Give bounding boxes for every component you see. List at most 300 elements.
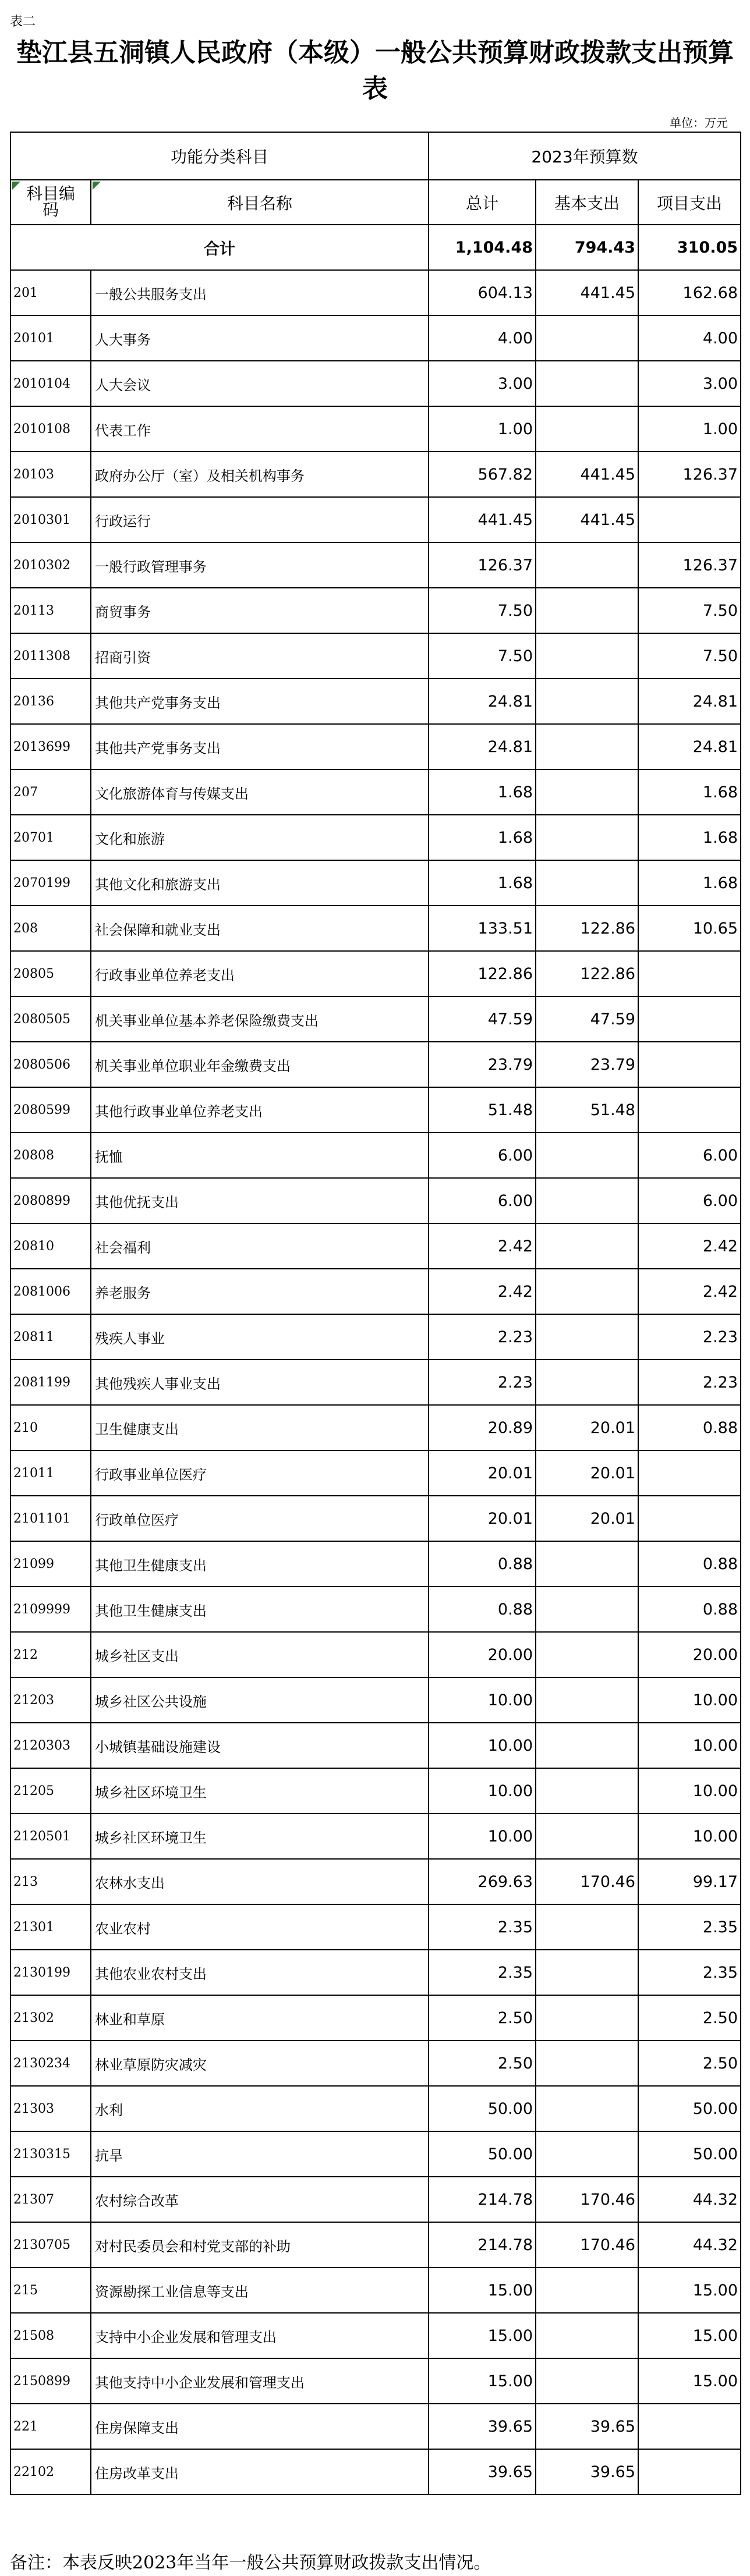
row-total: 39.65 <box>429 2404 536 2449</box>
row-name: 文化旅游体育与传媒支出 <box>91 769 429 815</box>
row-project: 126.37 <box>638 542 741 588</box>
table-row <box>10 679 741 724</box>
row-name: 农林水支出 <box>91 1859 429 1904</box>
table-row <box>10 2268 741 2313</box>
row-code: 2080899 <box>10 1178 91 1223</box>
row-code: 2080506 <box>10 1042 91 1087</box>
table-row <box>10 1087 741 1133</box>
row-basic: 122.86 <box>536 906 638 951</box>
row-total: 15.00 <box>429 2313 536 2358</box>
row-project: 2.50 <box>638 1995 741 2041</box>
table-row <box>10 2313 741 2358</box>
row-name: 行政单位医疗 <box>91 1496 429 1541</box>
row-name: 抗旱 <box>91 2131 429 2177</box>
row-project: 10.65 <box>638 906 741 951</box>
row-basic <box>536 1814 638 1859</box>
row-basic <box>536 588 638 633</box>
row-basic: 51.48 <box>536 1087 638 1133</box>
row-basic <box>536 1178 638 1223</box>
row-total: 20.01 <box>429 1496 536 1541</box>
row-name: 农村综合改革 <box>91 2177 429 2222</box>
row-total: 47.59 <box>429 996 536 1042</box>
row-code: 2109999 <box>10 1587 91 1632</box>
row-name: 机关事业单位基本养老保险缴费支出 <box>91 996 429 1042</box>
table-row <box>10 1541 741 1587</box>
table-row <box>10 1995 741 2041</box>
row-basic <box>536 1950 638 1995</box>
row-project <box>638 1450 741 1496</box>
row-code: 20701 <box>10 815 91 860</box>
row-code: 2010302 <box>10 542 91 588</box>
table-row <box>10 1632 741 1677</box>
row-project: 15.00 <box>638 2313 741 2358</box>
row-code: 2120501 <box>10 1814 91 1859</box>
row-total: 214.78 <box>429 2177 536 2222</box>
row-total: 0.88 <box>429 1587 536 1632</box>
row-name: 行政事业单位医疗 <box>91 1450 429 1496</box>
row-project: 3.00 <box>638 361 741 406</box>
table-row <box>10 633 741 679</box>
table-row <box>10 996 741 1042</box>
table-row <box>10 860 741 906</box>
row-name: 文化和旅游 <box>91 815 429 860</box>
row-code: 20101 <box>10 315 91 361</box>
row-code: 2081006 <box>10 1269 91 1314</box>
row-project: 44.32 <box>638 2222 741 2268</box>
row-project: 10.00 <box>638 1814 741 1859</box>
row-project: 2.50 <box>638 2041 741 2086</box>
table-row <box>10 588 741 633</box>
row-code: 20808 <box>10 1133 91 1178</box>
table-row <box>10 1269 741 1314</box>
row-code: 22102 <box>10 2449 91 2495</box>
table-row <box>10 270 741 315</box>
row-total: 122.86 <box>429 951 536 996</box>
row-project: 15.00 <box>638 2358 741 2404</box>
table-row <box>10 951 741 996</box>
row-basic <box>536 361 638 406</box>
row-total: 7.50 <box>429 633 536 679</box>
row-code: 21099 <box>10 1541 91 1587</box>
header-name <box>91 180 429 225</box>
table-row <box>10 2086 741 2131</box>
row-code: 2010301 <box>10 497 91 542</box>
row-total: 10.00 <box>429 1723 536 1768</box>
row-basic <box>536 1632 638 1677</box>
row-code: 207 <box>10 769 91 815</box>
row-project: 2.42 <box>638 1223 741 1269</box>
row-name: 行政运行 <box>91 497 429 542</box>
table-row <box>10 2041 741 2086</box>
row-project: 0.88 <box>638 1587 741 1632</box>
row-total: 1.68 <box>429 815 536 860</box>
row-total: 24.81 <box>429 724 536 769</box>
unit-label: 单位：万元 <box>670 116 728 130</box>
row-total: 1.68 <box>429 860 536 906</box>
row-total: 10.00 <box>429 1768 536 1814</box>
row-total: 3.00 <box>429 361 536 406</box>
row-code: 2010104 <box>10 361 91 406</box>
row-project: 10.00 <box>638 1768 741 1814</box>
row-project: 162.68 <box>638 270 741 315</box>
table-row <box>10 1814 741 1859</box>
row-name: 其他文化和旅游支出 <box>91 860 429 906</box>
row-basic: 20.01 <box>536 1405 638 1450</box>
budget-table <box>10 132 741 2495</box>
row-name: 机关事业单位职业年金缴费支出 <box>91 1042 429 1087</box>
row-total: 2.35 <box>429 1950 536 1995</box>
table-row <box>10 452 741 497</box>
row-name: 城乡社区环境卫生 <box>91 1768 429 1814</box>
row-basic: 20.01 <box>536 1450 638 1496</box>
table-row <box>10 2222 741 2268</box>
table-row <box>10 542 741 588</box>
row-code: 20136 <box>10 679 91 724</box>
row-code: 21307 <box>10 2177 91 2222</box>
row-basic <box>536 769 638 815</box>
row-total: 50.00 <box>429 2131 536 2177</box>
row-code: 212 <box>10 1632 91 1677</box>
table-row <box>10 2177 741 2222</box>
row-code: 213 <box>10 1859 91 1904</box>
row-code: 21302 <box>10 1995 91 2041</box>
row-basic <box>536 315 638 361</box>
row-name: 住房改革支出 <box>91 2449 429 2495</box>
row-total: 6.00 <box>429 1178 536 1223</box>
row-project: 24.81 <box>638 724 741 769</box>
row-name: 政府办公厅（室）及相关机构事务 <box>91 452 429 497</box>
row-basic <box>536 1995 638 2041</box>
row-basic: 441.45 <box>536 270 638 315</box>
table-row <box>10 1133 741 1178</box>
row-basic: 122.86 <box>536 951 638 996</box>
row-basic <box>536 2086 638 2131</box>
row-project: 2.23 <box>638 1360 741 1405</box>
table-row <box>10 361 741 406</box>
row-code: 2150899 <box>10 2358 91 2404</box>
row-project: 2.35 <box>638 1950 741 1995</box>
row-code: 20113 <box>10 588 91 633</box>
row-code: 2081199 <box>10 1360 91 1405</box>
row-name: 城乡社区公共设施 <box>91 1677 429 1723</box>
row-project: 44.32 <box>638 2177 741 2222</box>
row-total: 567.82 <box>429 452 536 497</box>
row-basic: 170.46 <box>536 2177 638 2222</box>
row-basic <box>536 1904 638 1950</box>
row-total: 2.42 <box>429 1223 536 1269</box>
row-code: 215 <box>10 2268 91 2313</box>
table-row <box>10 1859 741 1904</box>
row-total: 51.48 <box>429 1087 536 1133</box>
row-name: 其他卫生健康支出 <box>91 1587 429 1632</box>
row-basic <box>536 633 638 679</box>
table-row <box>10 1405 741 1450</box>
row-total: 24.81 <box>429 679 536 724</box>
table-row <box>10 1223 741 1269</box>
row-name: 卫生健康支出 <box>91 1405 429 1450</box>
row-basic <box>536 2131 638 2177</box>
row-code: 2130234 <box>10 2041 91 2086</box>
row-code: 21303 <box>10 2086 91 2131</box>
row-project: 2.23 <box>638 1314 741 1360</box>
row-name: 水利 <box>91 2086 429 2131</box>
row-name: 支持中小企业发展和管理支出 <box>91 2313 429 2358</box>
row-basic <box>536 542 638 588</box>
row-project: 0.88 <box>638 1541 741 1587</box>
row-code: 21205 <box>10 1768 91 1814</box>
row-name: 农业农村 <box>91 1904 429 1950</box>
table-row <box>10 1723 741 1768</box>
row-total: 39.65 <box>429 2449 536 2495</box>
row-name: 对村民委员会和村党支部的补助 <box>91 2222 429 2268</box>
row-project: 50.00 <box>638 2086 741 2131</box>
row-name: 一般公共服务支出 <box>91 270 429 315</box>
row-name: 抚恤 <box>91 1133 429 1178</box>
row-total: 604.13 <box>429 270 536 315</box>
row-total: 2.23 <box>429 1314 536 1360</box>
row-code: 20805 <box>10 951 91 996</box>
row-name: 资源勘探工业信息等支出 <box>91 2268 429 2313</box>
row-basic: 441.45 <box>536 497 638 542</box>
row-basic <box>536 724 638 769</box>
row-project <box>638 951 741 996</box>
row-total: 4.00 <box>429 315 536 361</box>
row-basic <box>536 1133 638 1178</box>
page-title: 垫江县五洞镇人民政府（本级）一般公共预算财政拨款支出预算表 <box>16 38 734 104</box>
row-code: 2013699 <box>10 724 91 769</box>
row-total: 10.00 <box>429 1814 536 1859</box>
row-basic: 20.01 <box>536 1496 638 1541</box>
row-total: 50.00 <box>429 2086 536 2131</box>
table-row <box>10 406 741 452</box>
table-row <box>10 1496 741 1541</box>
row-basic <box>536 2268 638 2313</box>
row-total: 214.78 <box>429 2222 536 2268</box>
row-code: 221 <box>10 2404 91 2449</box>
header-budget-year: 2023年预算数 <box>429 132 741 180</box>
total-project: 310.05 <box>638 225 741 270</box>
row-code: 20811 <box>10 1314 91 1360</box>
row-name: 其他优抚支出 <box>91 1178 429 1223</box>
table-row <box>10 2131 741 2177</box>
row-name: 其他卫生健康支出 <box>91 1541 429 1587</box>
row-project: 2.35 <box>638 1904 741 1950</box>
row-code: 2011308 <box>10 633 91 679</box>
table-row <box>10 2449 741 2495</box>
row-basic <box>536 1360 638 1405</box>
row-basic <box>536 2041 638 2086</box>
row-name: 养老服务 <box>91 1269 429 1314</box>
table-row <box>10 1360 741 1405</box>
header-column-row <box>10 180 741 225</box>
row-basic <box>536 406 638 452</box>
row-code: 2080599 <box>10 1087 91 1133</box>
row-project: 4.00 <box>638 315 741 361</box>
table-row <box>10 815 741 860</box>
row-name: 城乡社区支出 <box>91 1632 429 1677</box>
table-row <box>10 497 741 542</box>
row-basic <box>536 815 638 860</box>
row-total: 2.50 <box>429 1995 536 2041</box>
row-total: 1.68 <box>429 769 536 815</box>
row-total: 2.50 <box>429 2041 536 2086</box>
row-project: 126.37 <box>638 452 741 497</box>
row-code: 2130199 <box>10 1950 91 1995</box>
total-basic: 794.43 <box>536 225 638 270</box>
row-basic: 441.45 <box>536 452 638 497</box>
row-code: 20810 <box>10 1223 91 1269</box>
row-name: 其他支持中小企业发展和管理支出 <box>91 2358 429 2404</box>
row-project: 50.00 <box>638 2131 741 2177</box>
row-project: 99.17 <box>638 1859 741 1904</box>
row-total: 126.37 <box>429 542 536 588</box>
corner-marker-icon <box>12 182 20 190</box>
table-row <box>10 1677 741 1723</box>
header-name-label: 科目名称 <box>227 193 293 213</box>
row-basic: 23.79 <box>536 1042 638 1087</box>
row-project <box>638 2404 741 2449</box>
row-project: 2.42 <box>638 1269 741 1314</box>
row-name: 其他残疾人事业支出 <box>91 1360 429 1405</box>
row-project <box>638 1087 741 1133</box>
footnote: 备注：本表反映2023年当年一般公共预算财政拨款支出情况。 <box>10 2553 491 2573</box>
table-row <box>10 1950 741 1995</box>
row-basic <box>536 860 638 906</box>
row-name: 林业和草原 <box>91 1995 429 2041</box>
row-basic <box>536 1541 638 1587</box>
row-name: 其他共产党事务支出 <box>91 724 429 769</box>
row-total: 133.51 <box>429 906 536 951</box>
row-project: 10.00 <box>638 1723 741 1768</box>
header-project: 项目支出 <box>638 180 741 225</box>
row-code: 21011 <box>10 1450 91 1496</box>
table-row <box>10 906 741 951</box>
row-name: 一般行政管理事务 <box>91 542 429 588</box>
row-total: 15.00 <box>429 2358 536 2404</box>
row-project: 1.00 <box>638 406 741 452</box>
row-basic <box>536 2358 638 2404</box>
header-function-category: 功能分类科目 <box>10 132 429 180</box>
row-total: 2.23 <box>429 1360 536 1405</box>
header-group-row <box>10 132 741 180</box>
row-name: 人大会议 <box>91 361 429 406</box>
table-row <box>10 1587 741 1632</box>
row-code: 21508 <box>10 2313 91 2358</box>
row-name: 城乡社区环境卫生 <box>91 1814 429 1859</box>
row-total: 1.00 <box>429 406 536 452</box>
row-basic <box>536 1223 638 1269</box>
row-name: 商贸事务 <box>91 588 429 633</box>
row-code: 2010108 <box>10 406 91 452</box>
row-code: 2120303 <box>10 1723 91 1768</box>
row-project: 7.50 <box>638 633 741 679</box>
row-total: 20.01 <box>429 1450 536 1496</box>
row-total: 20.89 <box>429 1405 536 1450</box>
table-row <box>10 1450 741 1496</box>
row-total: 10.00 <box>429 1677 536 1723</box>
row-name: 其他农业农村支出 <box>91 1950 429 1995</box>
row-name: 其他行政事业单位养老支出 <box>91 1087 429 1133</box>
row-basic <box>536 1768 638 1814</box>
row-code: 20103 <box>10 452 91 497</box>
total-total: 1,104.48 <box>429 225 536 270</box>
row-code: 210 <box>10 1405 91 1450</box>
row-total: 441.45 <box>429 497 536 542</box>
row-project: 1.68 <box>638 860 741 906</box>
row-basic <box>536 1723 638 1768</box>
header-total: 总计 <box>429 180 536 225</box>
row-total: 2.42 <box>429 1269 536 1314</box>
row-code: 2101101 <box>10 1496 91 1541</box>
row-project: 10.00 <box>638 1677 741 1723</box>
row-total: 20.00 <box>429 1632 536 1677</box>
total-row <box>10 225 741 270</box>
row-project <box>638 2449 741 2495</box>
row-code: 2130705 <box>10 2222 91 2268</box>
row-name: 招商引资 <box>91 633 429 679</box>
total-label: 合计 <box>10 225 429 270</box>
row-project: 0.88 <box>638 1405 741 1450</box>
row-project: 6.00 <box>638 1133 741 1178</box>
row-name: 人大事务 <box>91 315 429 361</box>
table-row <box>10 1178 741 1223</box>
row-name: 其他共产党事务支出 <box>91 679 429 724</box>
row-code: 201 <box>10 270 91 315</box>
row-total: 7.50 <box>429 588 536 633</box>
row-total: 6.00 <box>429 1133 536 1178</box>
row-project: 7.50 <box>638 588 741 633</box>
row-basic <box>536 2313 638 2358</box>
row-basic <box>536 1677 638 1723</box>
row-project <box>638 497 741 542</box>
row-total: 0.88 <box>429 1541 536 1587</box>
row-project: 6.00 <box>638 1178 741 1223</box>
row-project: 1.68 <box>638 815 741 860</box>
row-basic <box>536 1269 638 1314</box>
row-name: 行政事业单位养老支出 <box>91 951 429 996</box>
corner-marker-icon <box>93 182 101 190</box>
row-basic: 170.46 <box>536 1859 638 1904</box>
row-project: 15.00 <box>638 2268 741 2313</box>
row-code: 208 <box>10 906 91 951</box>
table-row <box>10 1904 741 1950</box>
table-row <box>10 724 741 769</box>
row-basic: 39.65 <box>536 2449 638 2495</box>
row-name: 社会福利 <box>91 1223 429 1269</box>
row-basic <box>536 679 638 724</box>
row-project: 20.00 <box>638 1632 741 1677</box>
row-name: 代表工作 <box>91 406 429 452</box>
row-basic: 39.65 <box>536 2404 638 2449</box>
row-total: 23.79 <box>429 1042 536 1087</box>
table-row <box>10 769 741 815</box>
row-project <box>638 996 741 1042</box>
row-name: 林业草原防灾减灾 <box>91 2041 429 2086</box>
row-total: 269.63 <box>429 1859 536 1904</box>
row-basic <box>536 1587 638 1632</box>
row-project <box>638 1496 741 1541</box>
document-tag: 表二 <box>10 15 36 29</box>
row-code: 21203 <box>10 1677 91 1723</box>
row-project: 1.68 <box>638 769 741 815</box>
header-code <box>10 180 91 225</box>
row-name: 住房保障支出 <box>91 2404 429 2449</box>
table-row <box>10 315 741 361</box>
table-row <box>10 1314 741 1360</box>
row-total: 15.00 <box>429 2268 536 2313</box>
row-basic: 47.59 <box>536 996 638 1042</box>
row-project: 24.81 <box>638 679 741 724</box>
